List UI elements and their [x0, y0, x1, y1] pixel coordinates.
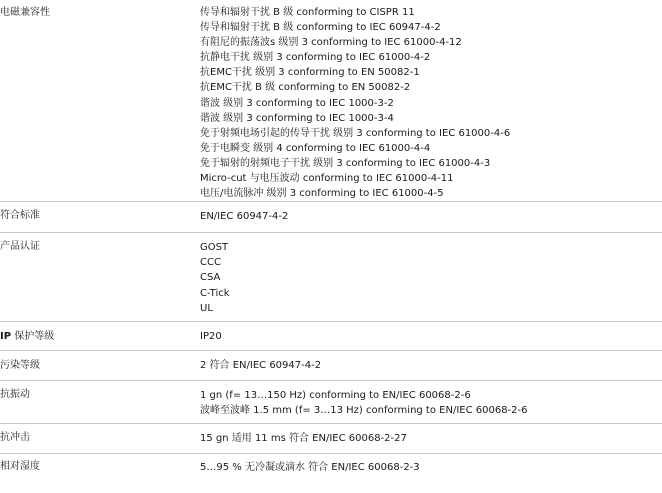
spec-value [200, 381, 662, 424]
spec-label: IP 保护等级 [0, 331, 55, 343]
spec-value-line: 有阻尼的振荡波s 级别 3 conforming to IEC 61000-4-12 [200, 37, 462, 49]
spec-value-line: 传导和辐射干扰 B 级 conforming to IEC 60947-4-2 [200, 22, 441, 34]
spec-label: 符合标准 [0, 210, 40, 222]
spec-label: 产品认证 [0, 241, 40, 253]
spec-value-line: 免于电瞬变 级别 4 conforming to IEC 61000-4-4 [200, 142, 431, 154]
spec-value-line: 15 gn 适用 11 ms 符合 EN/IEC 60068-2-27 [200, 433, 407, 445]
spec-value [200, 454, 662, 480]
spec-value-line: 抗EMC干扰 B 级 conforming to EN 50082-2 [200, 82, 411, 94]
spec-value-line: Micro-cut 与电压波动 conforming to IEC 61000-4-11 [200, 173, 454, 185]
spec-label: 污染等级 [0, 360, 40, 372]
spec-value-line: UL [200, 302, 213, 314]
spec-value [200, 0, 662, 202]
spec-value-line: CCC [200, 257, 221, 269]
spec-value-line: 抗静电干扰 级别 3 conforming to IEC 61000-4-2 [200, 52, 431, 64]
spec-row-pollution [0, 351, 662, 381]
spec-value-line: 免于辐射的射频电子干扰 级别 3 conforming to IEC 61000-4-3 [200, 157, 491, 169]
spec-label: 相对湿度 [0, 461, 40, 473]
spec-row-emc [0, 0, 662, 202]
spec-value-line: 波峰至波峰 1.5 mm (f= 3…13 Hz) conforming to EN/IEC 60068-2-6 [200, 405, 528, 417]
spec-value [200, 424, 662, 454]
spec-value-line: 免于射频电场引起的传导干扰 级别 3 conforming to IEC 61000-4-6 [200, 127, 511, 139]
spec-value-line: IP20 [200, 331, 222, 343]
spec-label: 抗冲击 [0, 432, 30, 444]
spec-value [200, 322, 662, 351]
spec-row-ip-rating [0, 322, 662, 351]
spec-row-certifications [0, 233, 662, 322]
spec-value-line: 谐波 级别 3 conforming to IEC 1000-3-2 [200, 97, 394, 109]
spec-row-standards [0, 202, 662, 233]
spec-value-line: 电压/电流脉冲 级别 3 conforming to IEC 61000-4-5 [200, 188, 444, 200]
spec-value-line: 2 符合 EN/IEC 60947-4-2 [200, 360, 322, 372]
spec-value [200, 351, 662, 381]
spec-row-humidity [0, 454, 662, 480]
spec-value-line: 5…95 % 无冷凝或滴水 符合 EN/IEC 60068-2-3 [200, 462, 420, 474]
spec-value-line: 1 gn (f= 13…150 Hz) conforming to EN/IEC 60068-2-6 [200, 390, 471, 402]
spec-row-vibration [0, 381, 662, 424]
spec-value-line: EN/IEC 60947-4-2 [200, 211, 289, 223]
spec-value-line: 传导和辐射干扰 B 级 conforming to CISPR 11 [200, 7, 415, 18]
spec-value-line: 抗EMC干扰 级别 3 conforming to EN 50082-1 [200, 67, 420, 79]
spec-label: 电磁兼容性 [0, 7, 50, 18]
spec-label: 抗振动 [0, 389, 30, 401]
spec-row-shock [0, 424, 662, 454]
spec-value-line: C-Tick [200, 287, 230, 299]
spec-value-line: CSA [200, 272, 221, 284]
spec-value-line: GOST [200, 242, 229, 254]
spec-value [200, 233, 662, 322]
spec-value-line: 谐波 级别 3 conforming to IEC 1000-3-4 [200, 112, 394, 124]
spec-value [200, 202, 662, 233]
